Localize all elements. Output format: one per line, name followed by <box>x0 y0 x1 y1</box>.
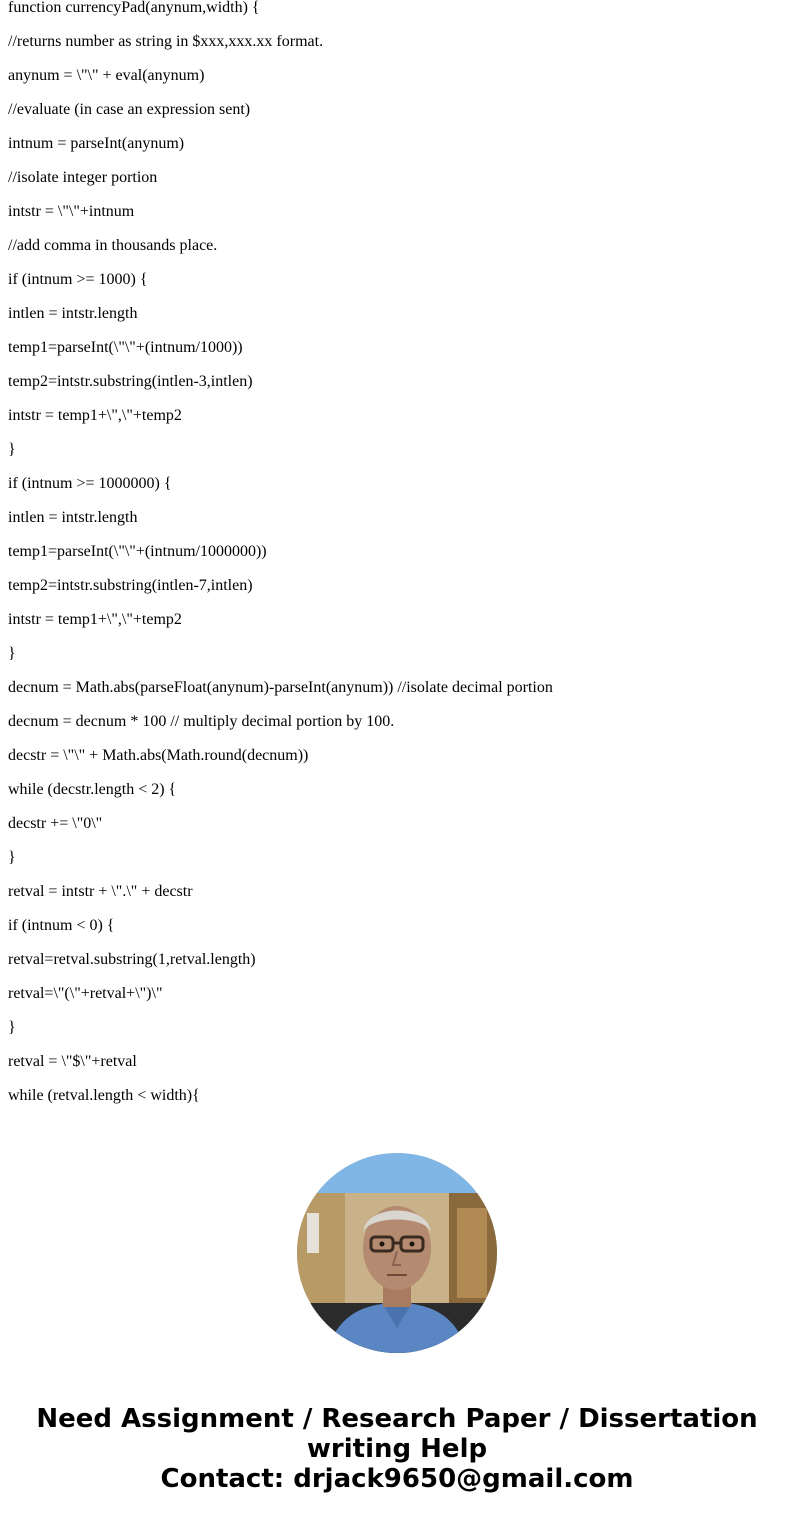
code-line: temp1=parseInt(\"\"+(intnum/1000)) <box>8 339 243 356</box>
code-line: decnum = decnum * 100 // multiply decimal portion by 100. <box>8 713 395 730</box>
author-avatar <box>297 1153 497 1353</box>
code-line: retval = \"$\"+retval <box>8 1053 137 1070</box>
code-line: } <box>8 849 16 866</box>
code-line: decstr += \"0\" <box>8 815 103 832</box>
code-line: decnum = Math.abs(parseFloat(anynum)-parseInt(anynum)) //isolate decimal portion <box>8 679 553 696</box>
contact-banner <box>0 1404 794 1494</box>
code-line: intstr = \"\"+intnum <box>8 203 135 220</box>
code-line: function currencyPad(anynum,width) { <box>8 0 260 16</box>
code-line: if (intnum >= 1000000) { <box>8 475 172 492</box>
code-line: temp2=intstr.substring(intlen-3,intlen) <box>8 373 253 390</box>
code-line: retval=retval.substring(1,retval.length) <box>8 951 256 968</box>
code-line: } <box>8 1019 16 1036</box>
code-line: decstr = \"\" + Math.abs(Math.round(decnum)) <box>8 747 309 764</box>
code-line: intlen = intstr.length <box>8 509 138 526</box>
code-line: retval = intstr + \".\" + decstr <box>8 883 193 900</box>
code-line: temp2=intstr.substring(intlen-7,intlen) <box>8 577 253 594</box>
code-line: intstr = temp1+\",\"+temp2 <box>8 407 182 424</box>
code-line: intlen = intstr.length <box>8 305 138 322</box>
code-listing <box>8 0 788 1122</box>
code-line: retval=\"(\"+retval+\")\" <box>8 985 163 1002</box>
code-line: while (decstr.length < 2) { <box>8 781 177 798</box>
code-line: if (intnum >= 1000) { <box>8 271 148 288</box>
cta-heading-line: Need Assignment / Research Paper / Dissertation <box>36 1404 758 1434</box>
code-line: //isolate integer portion <box>8 169 158 186</box>
contact-email: Contact: drjack9650@gmail.com <box>160 1464 634 1494</box>
code-line: temp1=parseInt(\"\"+(intnum/1000000)) <box>8 543 267 560</box>
code-line: //add comma in thousands place. <box>8 237 218 254</box>
person-photo-icon <box>297 1153 497 1353</box>
code-line: intstr = temp1+\",\"+temp2 <box>8 611 182 628</box>
code-line: anynum = \"\" + eval(anynum) <box>8 67 205 84</box>
code-line: intnum = parseInt(anynum) <box>8 135 185 152</box>
code-line: //returns number as string in $xxx,xxx.xx format. <box>8 33 324 50</box>
code-line: if (intnum < 0) { <box>8 917 115 934</box>
code-line: //evaluate (in case an expression sent) <box>8 101 251 118</box>
code-line: } <box>8 645 16 662</box>
code-line: } <box>8 441 16 458</box>
code-line: while (retval.length < width){ <box>8 1087 200 1104</box>
cta-heading-line: writing Help <box>306 1434 488 1464</box>
